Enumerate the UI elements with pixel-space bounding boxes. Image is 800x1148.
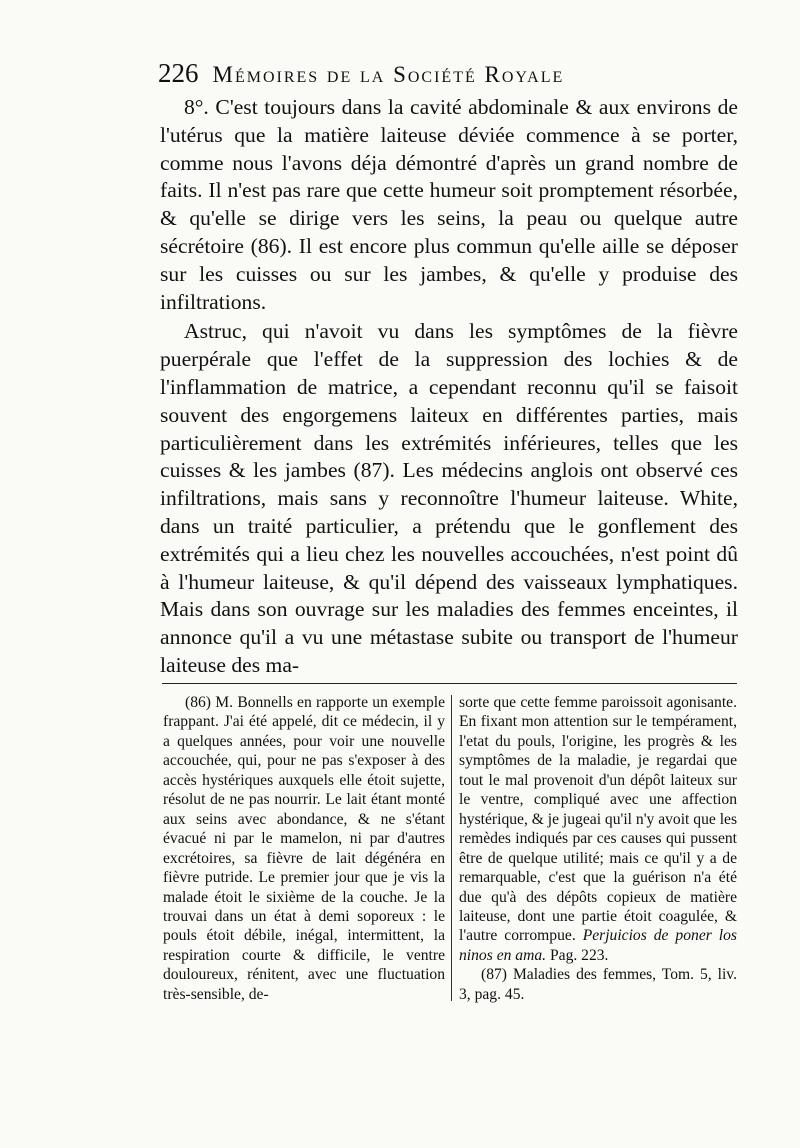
footnote-right-column [459,693,737,1004]
paragraph-2: Astruc, qui n'avoit vu dans les symptômes de la fièvre puerpérale que l'effet de la suppression des lochies & de l'inflammation de matrice, a cependant reconnu qu'il se faisoit souvent des engorgemens laiteux en différentes parties, mais particulièrement dans les extrémités inférieures, telles que les cuisses & les jambes (87). Les médecins anglois ont observé ces infiltrations, mais sans y reconnoître l'humeur laiteuse. White, dans un traité particulier, a prétendu que le gonflement des extrémités qui a lieu chez les nouvelles accouchées, n'est point dû à l'humeur laiteuse, & qu'il dépend des vaisseaux lymphatiques. Mais dans son ouvrage sur les maladies des femmes enceintes, il annonce qu'il a vu une métastase subite ou transport de l'humeur laiteuse des ma- [160,319,738,677]
paragraph-1: 8°. C'est toujours dans la cavité abdominale & aux environs de l'utérus que la matière laiteuse déviée commence à se porter, comme nous l'avons déja démontré d'après un grand nombre de faits. Il n'est pas rare que cette humeur soit promptement résorbée, & qu'elle se dirige vers les seins, la peau ou quelque autre sécrétoire (86). Il est encore plus commun qu'elle aille se déposer sur les cuisses ou sur les jambes, & qu'elle y produise des infiltrations. [160,95,738,314]
footnote-86-page: Pag. 223. [549,946,609,964]
footnote-86-continued [459,693,737,965]
main-text [160,94,738,680]
running-head-title: Mémoires de la Société Royale [212,62,565,87]
running-head [158,58,678,89]
footnote-86: (86) M. Bonnells en rapporte un exemple frappant. J'ai été appelé, dit ce médecin, il y a quelques années, pour voir une nouvelle accouchée, qui, pour ne pas s'exposer à des accès hystériques auxquels elle étoit sujette, résolut de ne pas nourrir. Le lait étant monté aux seins avec abondance, & ne s'étant évacué ni par le mamelon, ni par d'autres excrétoires, sa fièvre de lait dégénéra en fièvre putride. Le premier jour que je vis la malade étoit le sixième de la couche. Je la trouvai dans un état à demi soporeux : le pouls étoit débile, inégal, intermittent, la respiration courte & difficile, le ventre douloureux, rénitent, avec une fluctuation très-sensible, de- [163,694,445,1003]
page-number: 226 [158,58,199,88]
footnote-left-column [163,693,445,1004]
footnote-86-citation: Perjuicios de poner los ninos en ama. [459,927,737,964]
footnote-rule [162,683,737,684]
footnote-87: (87) Maladies des femmes, Tom. 5, liv. 3, pag. 45. [459,966,737,1003]
column-divider [451,695,452,1001]
footnote-86-continued-text: sorte que cette femme paroissoit agonisante. En fixant mon attention sur le tempérament, l'etat du pouls, l'origine, les progrès & les symptômes de la maladie, je regardai que tout le mal provenoit d'un dépôt laiteux sur le ventre, compliqué avec une affection hystérique, & je jugeai qu'il n'y avoit que les remèdes indiqués par ces causes qui pussent être de quelque utilité; mais ce qu'il y a de remarquable, c'est que la guérison n'a été due qu'à des dépôts copieux de matière laiteuse, dont une partie étoit coagulée, & l'autre corrompue. [459,694,738,945]
